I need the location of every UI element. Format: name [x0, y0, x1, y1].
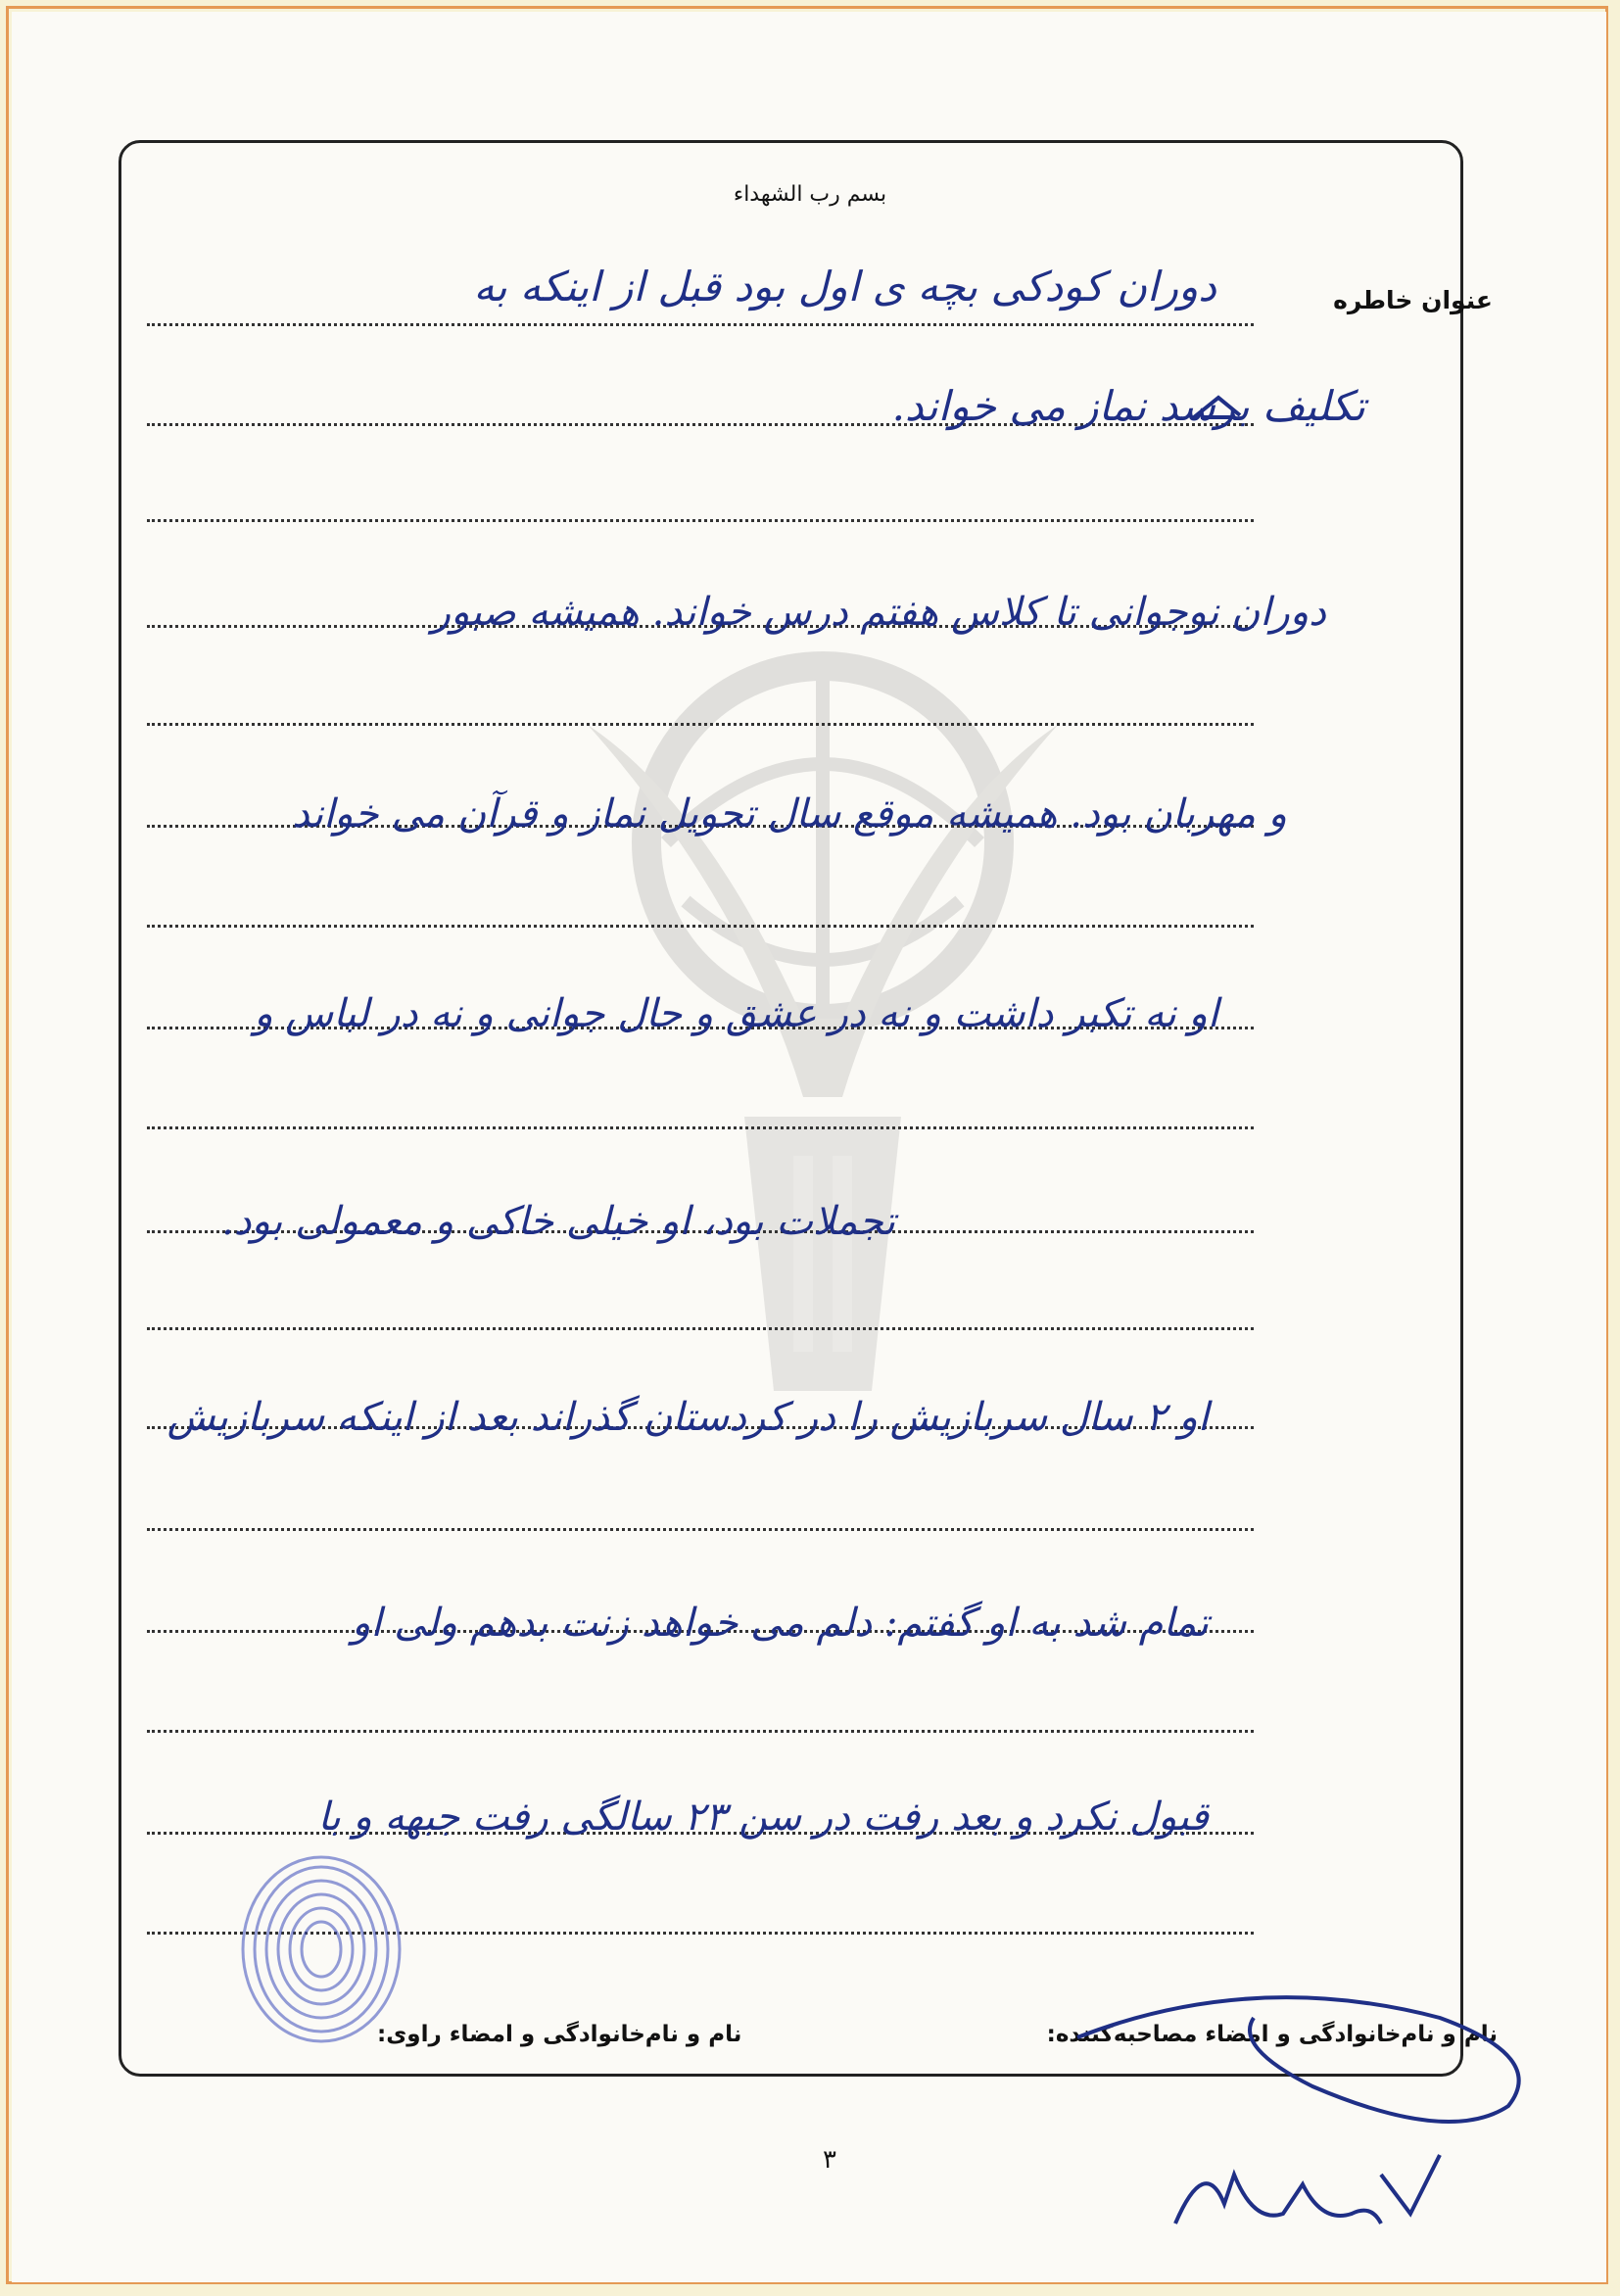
ruled-line: [147, 1327, 1254, 1330]
signature-icon: [1058, 1979, 1567, 2272]
page-heading: بسم رب الشهداء: [733, 182, 887, 207]
page-number: ۳: [823, 2145, 836, 2175]
handwritten-line: تمام شد به او گفتم: دلم می خواهد زنت بدهم ولی او: [352, 1601, 1209, 1646]
handwritten-line: او نه تکبر داشت و نه در عشق و حال جوانی و نه در لباس و: [254, 991, 1218, 1036]
form-frame: [119, 140, 1463, 2077]
ruled-line: [147, 1730, 1254, 1733]
handwritten-line: دوران کودکی بچه ی اول بود قبل از اینکه به: [473, 263, 1216, 311]
handwritten-line: تجملات بود، او خیلی خاکی و معمولی بود.: [221, 1199, 895, 1244]
handwritten-line: او ۲ سال سربازیش را در کردستان گذراند بعد از اینکه سربازیش: [167, 1395, 1209, 1440]
ruled-line: [147, 925, 1254, 928]
handwritten-line: و مهربان بود. همیشه موقع سال تحویل نماز و قرآن می خواند: [291, 791, 1287, 837]
pen-scribble-icon: [1189, 388, 1248, 427]
memoir-title-label: عنوان خاطره: [1333, 286, 1493, 314]
ruled-line: [147, 1528, 1254, 1531]
ruled-line: [147, 323, 1254, 326]
ruled-line: [147, 519, 1254, 522]
fingerprint-icon: [223, 1851, 419, 2047]
ruled-line: [147, 1126, 1254, 1129]
interviewer-signature-label: نام و نام‌خانوادگی و امضاء مصاحبه‌کننده:: [1046, 2022, 1498, 2047]
handwritten-line: تکلیف برسد نماز می خواند.: [891, 382, 1365, 430]
handwritten-line: قبول نکرد و بعد رفت در سن ۲۳ سالگی رفت جبهه و با: [317, 1794, 1209, 1840]
ruled-line: [147, 723, 1254, 726]
narrator-signature-label: نام و نام‌خانوادگی و امضاء راوی:: [377, 2022, 742, 2047]
handwritten-line: دوران نوجوانی تا کلاس هفتم درس خواند. همیشه صبور: [431, 590, 1326, 635]
